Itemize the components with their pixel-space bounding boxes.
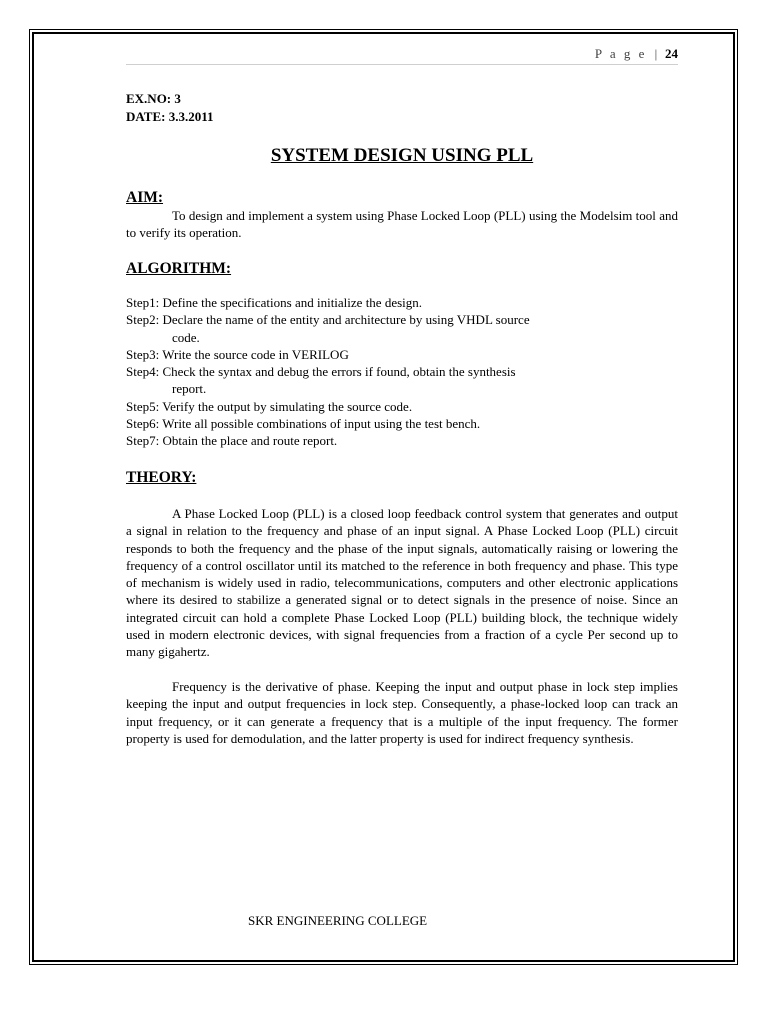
algorithm-step-text: Step1: Define the specifications and initialize the design. [126,295,423,310]
theory-body-2: Frequency is the derivative of phase. Keeping the input and output phase in lock step implies keeping the input and output frequencies in lock step. Consequently, a phase-locked loop can track an input frequency, or it can generate a frequency that is a multiple of the input frequency. The former property is used for demodulation, and the latter property is used for indirect frequency synthesis. [126,679,678,746]
theory-paragraph-2 [126,678,678,747]
footer-college-name: SKR ENGINEERING COLLEGE [248,913,428,928]
algorithm-step-continuation: code. [172,329,200,345]
page-number: 24 [665,46,678,61]
page-label: P a g e [594,46,647,61]
algorithm-step-text: Step6: Write all possible combinations of input using the test bench. [126,416,481,432]
theory-paragraph-1 [126,505,678,661]
algorithm-step [126,398,678,415]
theory-heading: THEORY: [126,469,197,486]
algorithm-step-text: Step2: Declare the name of the entity and architecture by using VHDL source [126,312,530,328]
document-title: SYSTEM DESIGN USING PLL [270,145,534,166]
algorithm-step [126,346,678,363]
exercise-date: DATE: 3.3.2011 [126,109,214,124]
page-number-header [126,46,678,64]
algorithm-step [126,432,678,449]
theory-body-1: A Phase Locked Loop (PLL) is a closed loop feedback control system that generates and output a signal in relation to the frequency and phase of an input signal. A Phase Locked Loop (PLL) circuit responds to both the frequency and the phase of the input signals, automatically raising or lowering the frequency of a control oscillator until its matched to the reference in both frequency and phase. This type of mechanism is widely used in radio, telecommunications, computers and other electronic applications where its desired to stabilize a generated signal or to detect signals in the presence of noise. Since an integrated circuit can hold a complete Phase Locked Loop (PLL) building block, the technique widely used in modern electronic devices, with signal frequencies from a fraction of a cycle Per second up to many gigahertz. [126,506,678,660]
algorithm-step [126,363,678,398]
algorithm-step-text: Step7: Obtain the place and route report. [126,433,338,449]
header-rule [126,64,678,65]
algorithm-step-text: Step4: Check the syntax and debug the errors if found, obtain the synthesis [126,364,516,380]
exercise-number: EX.NO: 3 [126,91,181,106]
algorithm-step-text: Step5: Verify the output by simulating the source code. [126,398,413,414]
algorithm-step [126,311,678,346]
algorithm-step-text: Step3: Write the source code in VERILOG [126,346,349,362]
aim-heading: AIM: [126,189,164,206]
algorithm-step [126,294,678,311]
aim-text [126,207,678,242]
algorithm-step-continuation: report. [172,381,207,397]
aim-body: To design and implement a system using Phase Locked Loop (PLL) using the Modelsim tool and to verify its operation. [126,208,678,241]
algorithm-steps [126,294,678,450]
algorithm-heading: ALGORITHM: [126,260,232,277]
page-separator: | [654,46,658,61]
algorithm-step [126,415,678,432]
page-border-inner [32,32,735,962]
